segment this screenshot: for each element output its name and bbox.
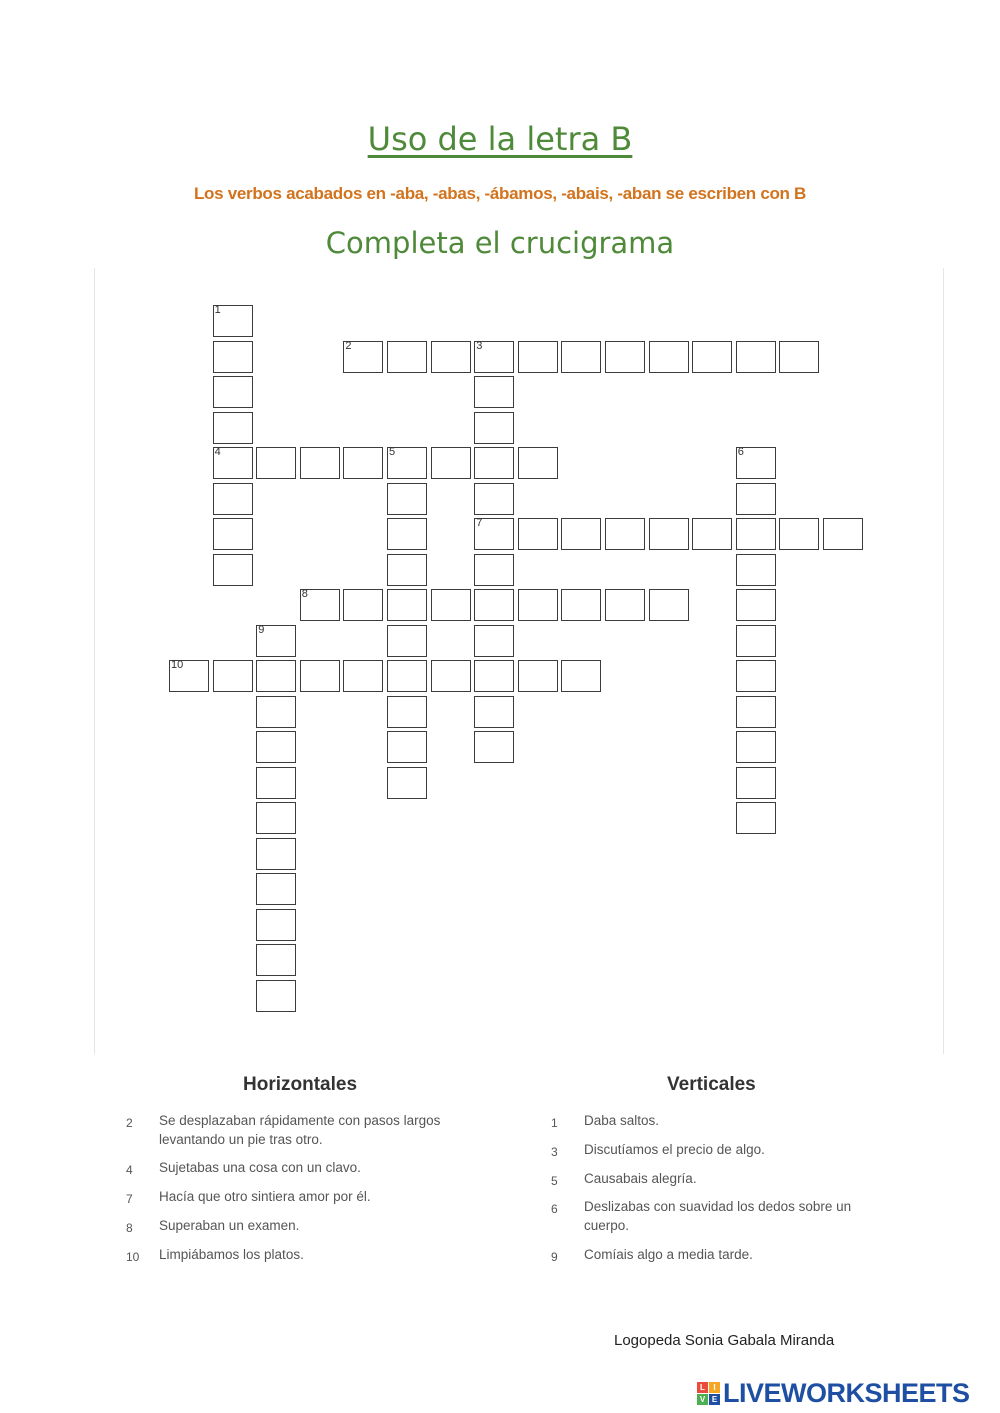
crossword-cell[interactable] — [387, 518, 427, 550]
cell-number: 10 — [171, 659, 184, 671]
crossword-cell[interactable] — [474, 589, 514, 621]
crossword-cell[interactable] — [474, 412, 514, 444]
clue-across-2 — [126, 1111, 506, 1151]
logo-text: LIVEWORKSHEETS — [723, 1377, 970, 1408]
crossword-cell[interactable] — [736, 447, 776, 479]
liveworksheets-logo[interactable] — [697, 1376, 970, 1410]
crossword-cell[interactable] — [474, 625, 514, 657]
cell-number: 3 — [476, 339, 483, 352]
clue-number: 5 — [551, 1174, 558, 1188]
crossword-cell[interactable] — [474, 376, 514, 408]
instructions-heading: Completa el crucigrama — [325, 226, 675, 260]
cell-number: 2 — [345, 339, 352, 352]
clue-text: Hacía que otro sintiera amor por él. — [159, 1189, 371, 1204]
crossword-cell[interactable] — [779, 518, 819, 550]
crossword-cell[interactable] — [736, 731, 776, 763]
crossword-cell[interactable] — [343, 447, 383, 479]
clue-across-10 — [126, 1245, 506, 1265]
clue-text: Comíais algo a media tarde. — [584, 1247, 753, 1262]
crossword-cell[interactable] — [823, 518, 863, 550]
clue-across-4 — [126, 1158, 506, 1178]
clue-text-continued: cuerpo. — [584, 1218, 630, 1233]
crossword-cell[interactable] — [561, 660, 601, 692]
crossword-cell[interactable] — [387, 625, 427, 657]
crossword-cell[interactable] — [213, 554, 253, 586]
crossword-cell[interactable] — [736, 518, 776, 550]
crossword-cell[interactable] — [736, 483, 776, 515]
clue-number: 7 — [126, 1192, 133, 1206]
crossword-cell[interactable] — [518, 589, 558, 621]
crossword-cell[interactable] — [213, 305, 253, 337]
clue-text: Limpiábamos los platos. — [159, 1247, 304, 1262]
crossword-cell[interactable] — [518, 518, 558, 550]
crossword-cell[interactable] — [343, 589, 383, 621]
crossword-cell[interactable] — [256, 696, 296, 728]
clue-number: 3 — [551, 1145, 558, 1159]
crossword-cell[interactable] — [561, 589, 601, 621]
cell-number: 7 — [476, 517, 483, 529]
crossword-cell[interactable] — [649, 341, 689, 373]
crossword-cell[interactable] — [431, 589, 471, 621]
crossword-cell[interactable] — [605, 341, 645, 373]
crossword-cell[interactable] — [474, 731, 514, 763]
crossword-cell[interactable] — [736, 802, 776, 834]
crossword-cell[interactable] — [387, 341, 427, 373]
clue-number: 1 — [551, 1116, 558, 1130]
crossword-cell[interactable] — [561, 518, 601, 550]
clue-text: Causabais alegría. — [584, 1171, 697, 1186]
crossword-cell[interactable] — [300, 447, 340, 479]
crossword-cell[interactable] — [736, 589, 776, 621]
crossword-cell[interactable] — [649, 518, 689, 550]
crossword-cell[interactable] — [518, 447, 558, 479]
horizontal-clues-heading: Horizontales — [243, 1074, 358, 1095]
crossword-cell[interactable] — [736, 767, 776, 799]
clue-text: Deslizabas con suavidad los dedos sobre un — [584, 1199, 852, 1214]
crossword-cell[interactable] — [431, 447, 471, 479]
worksheet-title: Uso de la letra B — [367, 120, 633, 158]
clue-down-6 — [551, 1197, 931, 1237]
crossword-cell[interactable] — [474, 518, 514, 550]
crossword-cell[interactable] — [431, 341, 471, 373]
clue-text: Superaban un examen. — [159, 1218, 300, 1233]
crossword-cell[interactable] — [518, 660, 558, 692]
crossword-cell[interactable] — [387, 554, 427, 586]
crossword-cell[interactable] — [213, 376, 253, 408]
crossword-cell[interactable] — [474, 447, 514, 479]
crossword-cell[interactable] — [736, 696, 776, 728]
crossword-cell[interactable] — [387, 731, 427, 763]
crossword-cell[interactable] — [692, 341, 732, 373]
crossword-cell[interactable] — [474, 554, 514, 586]
crossword-cell[interactable] — [256, 802, 296, 834]
crossword-cell[interactable] — [256, 767, 296, 799]
clue-down-1 — [551, 1111, 931, 1131]
clue-text: Discutíamos el precio de algo. — [584, 1142, 765, 1157]
crossword-cell[interactable] — [343, 660, 383, 692]
crossword-cell[interactable] — [213, 518, 253, 550]
clue-number: 6 — [551, 1202, 558, 1216]
clue-across-7 — [126, 1187, 506, 1207]
clue-text-continued: levantando un pie tras otro. — [159, 1132, 323, 1147]
crossword-cell[interactable] — [256, 909, 296, 941]
clue-number: 9 — [551, 1250, 558, 1264]
clue-number: 2 — [126, 1116, 133, 1130]
cell-number: 6 — [737, 446, 744, 458]
clue-text: Se desplazaban rápidamente con pasos largos — [159, 1113, 441, 1128]
crossword-cell[interactable] — [256, 980, 296, 1012]
crossword-cell[interactable] — [256, 731, 296, 763]
rule-subtitle: Los verbos acabados en -aba, -abas, -ábamos, -abais, -aban se escriben con B — [193, 184, 807, 203]
clue-across-8 — [126, 1216, 506, 1236]
crossword-cell[interactable] — [256, 944, 296, 976]
crossword-cell[interactable] — [387, 483, 427, 515]
crossword-cell[interactable] — [605, 518, 645, 550]
cell-number: 9 — [258, 623, 265, 636]
crossword-cell[interactable] — [561, 341, 601, 373]
clue-down-5 — [551, 1169, 931, 1189]
crossword-cell[interactable] — [213, 483, 253, 515]
logo-letter: V — [697, 1394, 708, 1405]
logo-letter: E — [709, 1394, 720, 1405]
crossword-cell[interactable] — [518, 341, 558, 373]
cell-number: 5 — [389, 446, 396, 458]
author-credit: Logopeda Sonia Gabala Miranda — [614, 1332, 835, 1349]
crossword-cell[interactable] — [779, 341, 819, 373]
crossword-cell[interactable] — [387, 767, 427, 799]
clue-down-9 — [551, 1245, 931, 1265]
crossword-cell[interactable] — [213, 341, 253, 373]
crossword-cell[interactable] — [256, 873, 296, 905]
crossword-cell[interactable] — [300, 589, 340, 621]
crossword-cell[interactable] — [474, 660, 514, 692]
crossword-cell[interactable] — [213, 660, 253, 692]
clue-number: 8 — [126, 1221, 133, 1235]
crossword-cell[interactable] — [649, 589, 689, 621]
clue-text: Sujetabas una cosa con un clavo. — [159, 1160, 361, 1175]
crossword-cell[interactable] — [213, 412, 253, 444]
clue-number: 10 — [126, 1250, 140, 1264]
crossword-cell[interactable] — [300, 660, 340, 692]
crossword-cell[interactable] — [169, 660, 209, 692]
crossword-cell[interactable] — [387, 447, 427, 479]
crossword-cell[interactable] — [736, 660, 776, 692]
crossword-cell[interactable] — [474, 696, 514, 728]
cell-number: 1 — [214, 304, 221, 316]
crossword-cell[interactable] — [213, 447, 253, 479]
liveworksheets-logo-icon — [697, 1382, 720, 1405]
clue-number: 4 — [126, 1163, 133, 1177]
cell-number: 4 — [214, 446, 221, 458]
crossword-cell[interactable] — [256, 447, 296, 479]
crossword-cell[interactable] — [256, 838, 296, 870]
crossword-cell[interactable] — [736, 341, 776, 373]
vertical-clues-heading: Verticales — [667, 1074, 756, 1095]
crossword-cell[interactable] — [605, 589, 645, 621]
crossword-cell[interactable] — [387, 589, 427, 621]
crossword-cell[interactable] — [431, 660, 471, 692]
crossword-cell[interactable] — [343, 341, 383, 373]
logo-letter: L — [697, 1382, 708, 1393]
crossword-cell[interactable] — [736, 554, 776, 586]
crossword-cell[interactable] — [256, 625, 296, 657]
crossword-cell[interactable] — [474, 341, 514, 373]
crossword-cell[interactable] — [474, 483, 514, 515]
crossword-cell[interactable] — [387, 660, 427, 692]
crossword-cell[interactable] — [692, 518, 732, 550]
clue-text: Daba saltos. — [584, 1113, 660, 1128]
cell-number: 8 — [301, 588, 308, 600]
crossword-cell[interactable] — [736, 625, 776, 657]
logo-letter: I — [709, 1382, 720, 1393]
crossword-cell[interactable] — [387, 696, 427, 728]
crossword-cell[interactable] — [256, 660, 296, 692]
clue-down-3 — [551, 1140, 931, 1160]
